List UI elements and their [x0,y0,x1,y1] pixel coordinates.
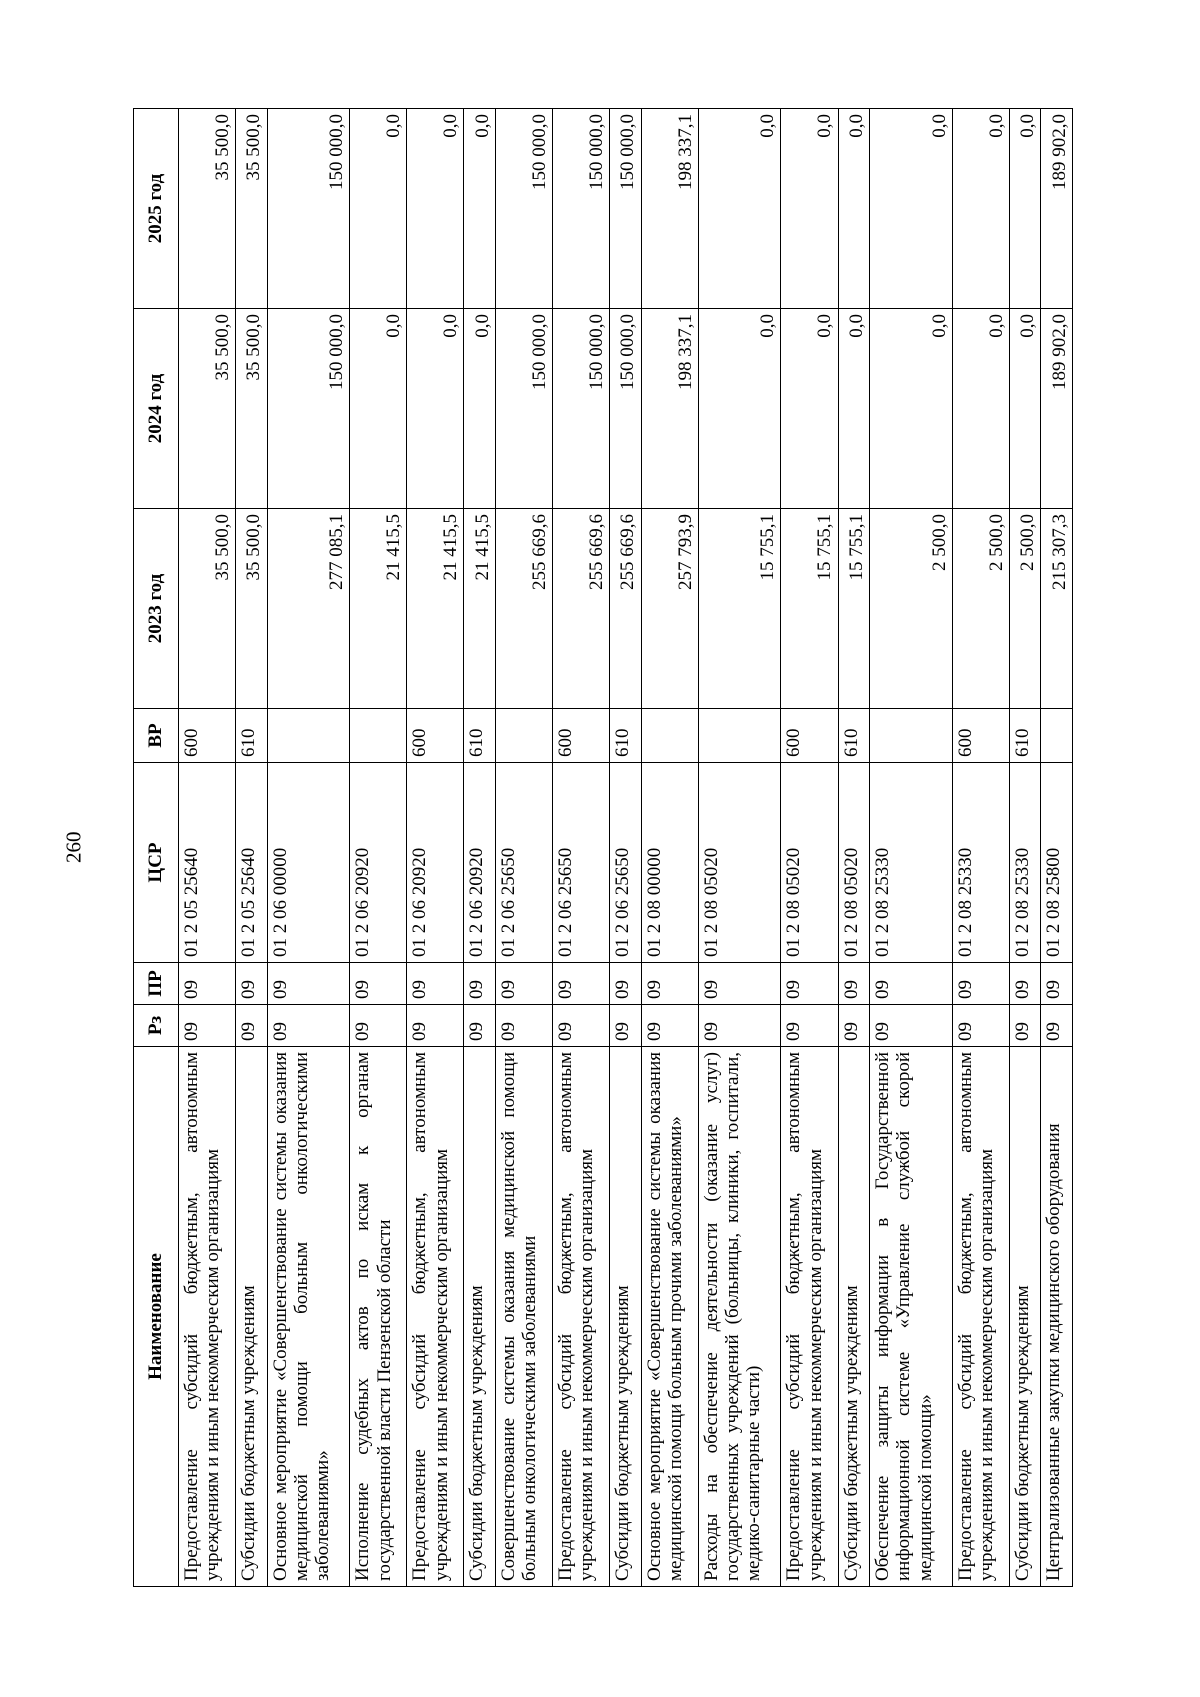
cell-vr: 610 [1009,709,1041,763]
table-row [1041,109,1073,1587]
header-pr: ПР [134,963,179,1005]
cell-rz: 09 [870,1005,953,1047]
cell-csr: 01 2 08 25800 [1041,763,1073,963]
cell-csr: 01 2 06 25650 [610,763,642,963]
cell-pr: 09 [1041,963,1073,1005]
cell-2024: 0,0 [350,309,407,509]
cell-csr: 01 2 08 00000 [641,763,698,963]
cell-2024: 198 337,1 [641,309,698,509]
table-row [641,109,698,1587]
cell-2023: 257 793,9 [641,509,698,709]
cell-name: Субсидии бюджетным учреждениям [464,1047,496,1587]
cell-pr: 09 [870,963,953,1005]
table-row [610,109,642,1587]
cell-name: Основное мероприятие «Совершенствование системы оказания медицинской помощи больным прочими заболеваниями» [641,1047,698,1587]
cell-2025: 198 337,1 [641,109,698,309]
table-body [179,109,1073,1587]
cell-rz: 09 [267,1005,350,1047]
cell-name: Обеспечение защиты информации в Государственной информационной системе «Управление службой скорой медицинской помощи» [870,1047,953,1587]
cell-pr: 09 [610,963,642,1005]
header-rz: Рз [134,1005,179,1047]
table-row [870,109,953,1587]
cell-pr: 09 [1009,963,1041,1005]
cell-2024: 0,0 [838,309,870,509]
cell-pr: 09 [952,963,1009,1005]
cell-rz: 09 [179,1005,236,1047]
cell-rz: 09 [1041,1005,1073,1047]
cell-pr: 09 [350,963,407,1005]
cell-name: Субсидии бюджетным учреждениям [610,1047,642,1587]
table-row [350,109,407,1587]
cell-2024: 189 902,0 [1041,309,1073,509]
cell-2025: 0,0 [952,109,1009,309]
cell-pr: 09 [496,963,553,1005]
cell-name: Предоставление субсидий бюджетным, автономным учреждениям и иным некоммерческим организациям [952,1047,1009,1587]
cell-rz: 09 [698,1005,781,1047]
cell-vr [1041,709,1073,763]
cell-pr: 09 [464,963,496,1005]
table-row [553,109,610,1587]
table-row [698,109,781,1587]
cell-2024: 35 500,0 [179,309,236,509]
cell-name: Субсидии бюджетным учреждениям [1009,1047,1041,1587]
cell-rz: 09 [641,1005,698,1047]
cell-2023: 255 669,6 [610,509,642,709]
table-row [838,109,870,1587]
cell-2024: 0,0 [781,309,838,509]
header-2025: 2025 год [134,109,179,309]
cell-vr: 600 [553,709,610,763]
cell-2023: 21 415,5 [350,509,407,709]
header-name: Наименование [134,1047,179,1587]
cell-rz: 09 [350,1005,407,1047]
cell-name: Предоставление субсидий бюджетным, автономным учреждениям и иным некоммерческим организациям [553,1047,610,1587]
cell-2025: 35 500,0 [179,109,236,309]
cell-name: Предоставление субсидий бюджетным, автономным учреждениям и иным некоммерческим организациям [407,1047,464,1587]
cell-csr: 01 2 08 05020 [698,763,781,963]
cell-csr: 01 2 06 20920 [350,763,407,963]
cell-csr: 01 2 08 25330 [870,763,953,963]
cell-2023: 2 500,0 [1009,509,1041,709]
table-header-row [134,109,179,1587]
cell-vr [870,709,953,763]
cell-2025: 189 902,0 [1041,109,1073,309]
cell-2023: 21 415,5 [464,509,496,709]
table-row [407,109,464,1587]
cell-2024: 0,0 [698,309,781,509]
cell-csr: 01 2 06 25650 [496,763,553,963]
cell-2025: 35 500,0 [236,109,268,309]
cell-csr: 01 2 05 25640 [236,763,268,963]
cell-2024: 0,0 [464,309,496,509]
header-2024: 2024 год [134,309,179,509]
cell-csr: 01 2 06 20920 [464,763,496,963]
cell-name: Предоставление субсидий бюджетным, автономным учреждениям и иным некоммерческим организациям [781,1047,838,1587]
cell-2024: 0,0 [1009,309,1041,509]
header-csr: ЦСР [134,763,179,963]
cell-pr: 09 [698,963,781,1005]
cell-rz: 09 [838,1005,870,1047]
cell-name: Централизованные закупки медицинского оборудования [1041,1047,1073,1587]
table-row [952,109,1009,1587]
table-row [236,109,268,1587]
cell-2023: 35 500,0 [179,509,236,709]
cell-vr: 600 [952,709,1009,763]
cell-pr: 09 [838,963,870,1005]
cell-csr: 01 2 06 20920 [407,763,464,963]
cell-rz: 09 [610,1005,642,1047]
cell-2024: 0,0 [407,309,464,509]
cell-2023: 35 500,0 [236,509,268,709]
cell-pr: 09 [641,963,698,1005]
cell-2025: 150 000,0 [610,109,642,309]
budget-table [133,108,1073,1587]
header-vr: ВР [134,709,179,763]
cell-2023: 255 669,6 [496,509,553,709]
cell-rz: 09 [952,1005,1009,1047]
cell-vr [496,709,553,763]
table-row [781,109,838,1587]
cell-2025: 0,0 [350,109,407,309]
cell-vr [350,709,407,763]
cell-name: Совершенствование системы оказания медицинской помощи больным онкологическими заболеваниями [496,1047,553,1587]
cell-name: Предоставление субсидий бюджетным, автономным учреждениям и иным некоммерческим организациям [179,1047,236,1587]
cell-rz: 09 [1009,1005,1041,1047]
header-2023: 2023 год [134,509,179,709]
cell-vr [698,709,781,763]
cell-2023: 277 085,1 [267,509,350,709]
cell-2023: 15 755,1 [698,509,781,709]
cell-csr: 01 2 05 25640 [179,763,236,963]
table-row [496,109,553,1587]
cell-rz: 09 [496,1005,553,1047]
cell-rz: 09 [553,1005,610,1047]
cell-2024: 0,0 [870,309,953,509]
cell-2023: 15 755,1 [838,509,870,709]
cell-2023: 2 500,0 [870,509,953,709]
cell-2023: 215 307,3 [1041,509,1073,709]
cell-vr: 600 [407,709,464,763]
cell-2024: 0,0 [952,309,1009,509]
cell-csr: 01 2 08 05020 [781,763,838,963]
cell-2024: 150 000,0 [610,309,642,509]
cell-pr: 09 [553,963,610,1005]
cell-pr: 09 [179,963,236,1005]
cell-2023: 15 755,1 [781,509,838,709]
cell-vr: 610 [610,709,642,763]
cell-2025: 0,0 [870,109,953,309]
cell-2025: 0,0 [407,109,464,309]
cell-2025: 150 000,0 [496,109,553,309]
cell-2025: 0,0 [464,109,496,309]
cell-csr: 01 2 08 25330 [1009,763,1041,963]
cell-name: Исполнение судебных актов по искам к органам государственной власти Пензенской области [350,1047,407,1587]
cell-vr: 610 [236,709,268,763]
page-number: 260 [61,831,86,863]
cell-2025: 0,0 [838,109,870,309]
cell-rz: 09 [464,1005,496,1047]
cell-2023: 2 500,0 [952,509,1009,709]
cell-csr: 01 2 06 00000 [267,763,350,963]
cell-rz: 09 [781,1005,838,1047]
cell-vr [641,709,698,763]
cell-csr: 01 2 06 25650 [553,763,610,963]
cell-name: Основное мероприятие «Совершенствование системы оказания медицинской помощи больным онкологическими заболеваниями» [267,1047,350,1587]
cell-2023: 21 415,5 [407,509,464,709]
cell-2024: 150 000,0 [267,309,350,509]
table-row [464,109,496,1587]
cell-2025: 0,0 [698,109,781,309]
table-row [179,109,236,1587]
cell-pr: 09 [407,963,464,1005]
cell-csr: 01 2 08 25330 [952,763,1009,963]
rotated-page-content [133,109,1073,1587]
cell-name: Субсидии бюджетным учреждениям [838,1047,870,1587]
cell-name: Расходы на обеспечение деятельности (оказание услуг) государственных учреждений (больницы, клиники, госпитали, медико-санитарные части) [698,1047,781,1587]
cell-vr: 610 [464,709,496,763]
cell-2025: 150 000,0 [267,109,350,309]
cell-csr: 01 2 08 05020 [838,763,870,963]
cell-2024: 150 000,0 [553,309,610,509]
table-row [1009,109,1041,1587]
cell-2025: 150 000,0 [553,109,610,309]
cell-pr: 09 [236,963,268,1005]
cell-2023: 255 669,6 [553,509,610,709]
cell-vr: 600 [781,709,838,763]
cell-vr: 610 [838,709,870,763]
cell-2025: 0,0 [1009,109,1041,309]
cell-name: Субсидии бюджетным учреждениям [236,1047,268,1587]
cell-rz: 09 [236,1005,268,1047]
cell-pr: 09 [781,963,838,1005]
cell-rz: 09 [407,1005,464,1047]
cell-2024: 35 500,0 [236,309,268,509]
cell-vr [267,709,350,763]
cell-2025: 0,0 [781,109,838,309]
table-row [267,109,350,1587]
cell-vr: 600 [179,709,236,763]
cell-pr: 09 [267,963,350,1005]
cell-2024: 150 000,0 [496,309,553,509]
